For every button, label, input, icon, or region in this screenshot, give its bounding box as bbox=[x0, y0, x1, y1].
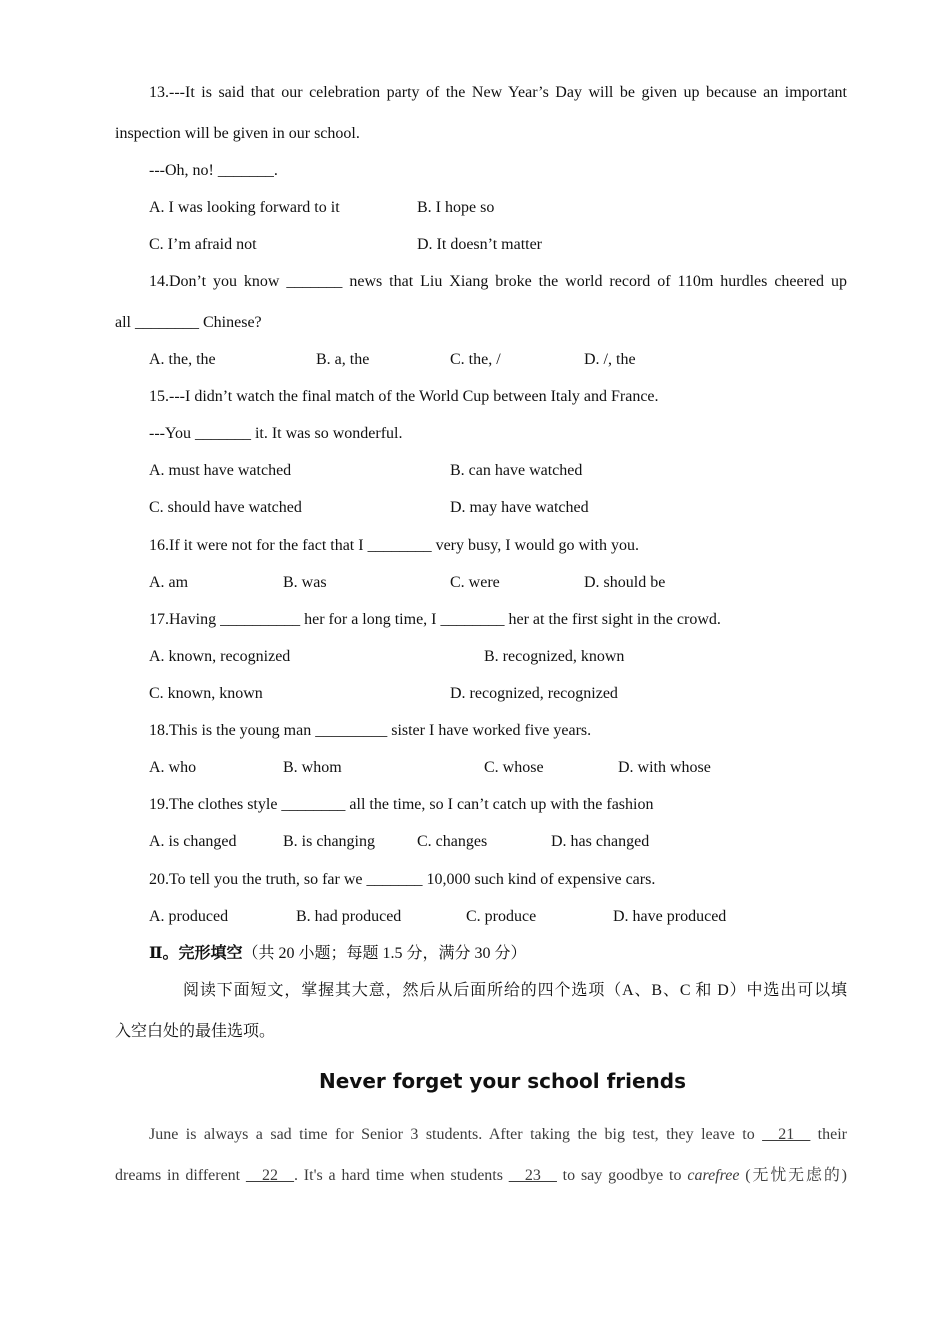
q17-option-b: B. recognized, known bbox=[484, 648, 625, 665]
q20-option-b: B. had produced bbox=[296, 908, 402, 925]
blank-23: __23__ bbox=[508, 1167, 557, 1184]
section2-instructions-line1: 阅读下面短文，掌握其大意，然后从后面所给的四个选项（A、B、C 和 D）中选出可以填 bbox=[183, 982, 847, 999]
passage-line1-end: their bbox=[810, 1126, 847, 1143]
q16-option-a: A. am bbox=[149, 574, 189, 591]
q17-stem: 17.Having __________ her for a long time, I ________ her at the first sight in the crowd. bbox=[149, 611, 721, 628]
passage-line1-text: June is always a sad time for Senior 3 students. After taking the big test, they leave to bbox=[149, 1126, 763, 1143]
q18-option-a: A. who bbox=[149, 759, 197, 776]
q14-option-b: B. a, the bbox=[316, 351, 370, 368]
blank-22: __22__ bbox=[245, 1167, 294, 1184]
q18-option-b: B. whom bbox=[283, 759, 342, 776]
q16-option-b: B. was bbox=[283, 574, 327, 591]
q18-option-c: C. whose bbox=[484, 759, 544, 776]
q17-option-a: A. known, recognized bbox=[149, 648, 291, 665]
q15-reply: ---You _______ it. It was so wonderful. bbox=[149, 425, 403, 442]
q15-option-a: A. must have watched bbox=[149, 462, 292, 479]
passage-line2-gloss: (无忧无虑的) bbox=[739, 1167, 848, 1184]
q20-option-c: C. produce bbox=[466, 908, 537, 925]
passage-line2-text-a: dreams in different bbox=[115, 1167, 246, 1184]
q16-option-d: D. should be bbox=[584, 574, 666, 591]
passage-line2-text-c: to say goodbye to bbox=[556, 1167, 688, 1184]
q13-stem-line1: 13.---It is said that our celebration party of the New Year’s Day will be given up because an important bbox=[149, 84, 847, 101]
passage-line1 bbox=[149, 1125, 847, 1145]
q15-option-d: D. may have watched bbox=[450, 499, 589, 516]
q14-stem-line2: all ________ Chinese? bbox=[115, 314, 262, 331]
section2-heading-scoring: （共 20 小题；每题 1.5 分，满分 30 分） bbox=[242, 945, 527, 962]
q18-option-d: D. with whose bbox=[618, 759, 711, 776]
q19-option-c: C. changes bbox=[417, 833, 488, 850]
q19-stem: 19.The clothes style ________ all the time, so I can’t catch up with the fashion bbox=[149, 796, 654, 813]
q20-option-a: A. produced bbox=[149, 908, 229, 925]
q14-option-d: D. /, the bbox=[584, 351, 636, 368]
q16-stem: 16.If it were not for the fact that I ________ very busy, I would go with you. bbox=[149, 537, 639, 554]
section2-heading bbox=[149, 944, 527, 964]
q13-stem-line2: inspection will be given in our school. bbox=[115, 125, 360, 142]
passage-italic-word: carefree bbox=[687, 1167, 740, 1184]
q20-option-d: D. have produced bbox=[613, 908, 727, 925]
q15-option-c: C. should have watched bbox=[149, 499, 302, 516]
q15-option-b: B. can have watched bbox=[450, 462, 583, 479]
section2-heading-bold: Ⅱ。完形填空 bbox=[149, 945, 243, 962]
blank-21: __21__ bbox=[762, 1126, 811, 1143]
q14-option-c: C. the, / bbox=[450, 351, 501, 368]
q13-option-d: D. It doesn’t matter bbox=[417, 236, 543, 253]
q17-option-d: D. recognized, recognized bbox=[450, 685, 618, 702]
q16-option-c: C. were bbox=[450, 574, 500, 591]
q18-stem: 18.This is the young man _________ sister I have worked five years. bbox=[149, 722, 592, 739]
q19-option-a: A. is changed bbox=[149, 833, 237, 850]
q13-option-a: A. I was looking forward to it bbox=[149, 199, 340, 216]
passage-line2 bbox=[115, 1166, 847, 1186]
q13-option-c: C. I’m afraid not bbox=[149, 236, 257, 253]
q15-stem: 15.---I didn’t watch the final match of the World Cup between Italy and France. bbox=[149, 388, 659, 405]
q14-option-a: A. the, the bbox=[149, 351, 216, 368]
q13-option-b: B. I hope so bbox=[417, 199, 495, 216]
section2-instructions-line2: 入空白处的最佳选项。 bbox=[115, 1023, 276, 1040]
q17-option-c: C. known, known bbox=[149, 685, 263, 702]
passage-title: Never forget your school friends bbox=[318, 1069, 687, 1093]
q19-option-d: D. has changed bbox=[551, 833, 650, 850]
q20-stem: 20.To tell you the truth, so far we _______ 10,000 such kind of expensive cars. bbox=[149, 871, 656, 888]
q13-reply: ---Oh, no! _______. bbox=[149, 162, 278, 179]
passage-line2-text-b: . It's a hard time when students bbox=[293, 1167, 509, 1184]
q19-option-b: B. is changing bbox=[283, 833, 375, 850]
q14-stem-line1: 14.Don’t you know _______ news that Liu Xiang broke the world record of 110m hurdles cheered up bbox=[149, 273, 847, 290]
